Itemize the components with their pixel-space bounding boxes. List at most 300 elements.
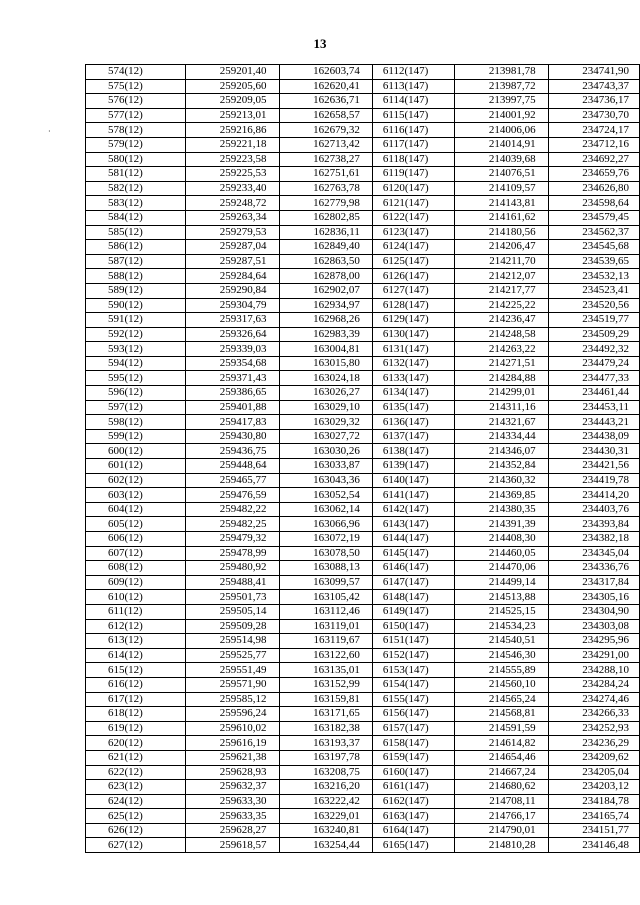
table-row [86, 575, 640, 590]
point-id-right-cell: 6154(147) [372, 677, 454, 692]
x-coord-left-cell: 259201,40 [186, 65, 279, 80]
point-id-left-cell: 583(12) [86, 196, 186, 211]
point-id-right-cell: 6114(147) [372, 94, 454, 109]
point-id-right-cell: 6122(147) [372, 210, 454, 225]
point-id-left-cell: 623(12) [86, 780, 186, 795]
point-id-right-cell: 6162(147) [372, 794, 454, 809]
table-row [86, 590, 640, 605]
y-coord-left-cell: 163216,20 [279, 780, 372, 795]
x-coord-right-cell: 214766,17 [455, 809, 548, 824]
y-coord-right-cell: 234492,32 [548, 342, 639, 357]
y-coord-right-cell: 234692,27 [548, 152, 639, 167]
point-id-left-cell: 586(12) [86, 240, 186, 255]
x-coord-left-cell: 259223,58 [186, 152, 279, 167]
x-coord-right-cell: 214680,62 [455, 780, 548, 795]
table-row [86, 619, 640, 634]
y-coord-right-cell: 234430,31 [548, 444, 639, 459]
point-id-right-cell: 6118(147) [372, 152, 454, 167]
y-coord-left-cell: 163197,78 [279, 750, 372, 765]
x-coord-right-cell: 214408,30 [455, 532, 548, 547]
table-row [86, 429, 640, 444]
y-coord-right-cell: 234461,44 [548, 386, 639, 401]
y-coord-right-cell: 234421,56 [548, 459, 639, 474]
y-coord-left-cell: 163052,54 [279, 488, 372, 503]
point-id-right-cell: 6131(147) [372, 342, 454, 357]
table-row [86, 532, 640, 547]
y-coord-right-cell: 234438,09 [548, 429, 639, 444]
point-id-right-cell: 6164(147) [372, 823, 454, 838]
x-coord-left-cell: 259339,03 [186, 342, 279, 357]
x-coord-left-cell: 259248,72 [186, 196, 279, 211]
y-coord-right-cell: 234741,90 [548, 65, 639, 80]
y-coord-right-cell: 234303,08 [548, 619, 639, 634]
point-id-left-cell: 619(12) [86, 721, 186, 736]
point-id-left-cell: 580(12) [86, 152, 186, 167]
table-row [86, 152, 640, 167]
point-id-left-cell: 585(12) [86, 225, 186, 240]
point-id-left-cell: 611(12) [86, 604, 186, 619]
x-coord-left-cell: 259354,68 [186, 356, 279, 371]
point-id-left-cell: 590(12) [86, 298, 186, 313]
table-row [86, 663, 640, 678]
point-id-right-cell: 6152(147) [372, 648, 454, 663]
y-coord-right-cell: 234291,00 [548, 648, 639, 663]
table-row [86, 386, 640, 401]
x-coord-left-cell: 259209,05 [186, 94, 279, 109]
x-coord-left-cell: 259480,92 [186, 561, 279, 576]
x-coord-right-cell: 214380,35 [455, 502, 548, 517]
point-id-left-cell: 581(12) [86, 167, 186, 182]
x-coord-left-cell: 259476,59 [186, 488, 279, 503]
x-coord-left-cell: 259213,01 [186, 108, 279, 123]
x-coord-left-cell: 259221,18 [186, 137, 279, 152]
y-coord-left-cell: 162636,71 [279, 94, 372, 109]
point-id-right-cell: 6151(147) [372, 634, 454, 649]
x-coord-left-cell: 259509,28 [186, 619, 279, 634]
x-coord-right-cell: 214790,01 [455, 823, 548, 838]
x-coord-right-cell: 214076,51 [455, 167, 548, 182]
x-coord-right-cell: 214654,46 [455, 750, 548, 765]
table-row [86, 707, 640, 722]
x-coord-right-cell: 214360,32 [455, 473, 548, 488]
x-coord-right-cell: 214334,44 [455, 429, 548, 444]
table-row [86, 415, 640, 430]
table-row [86, 196, 640, 211]
point-id-left-cell: 597(12) [86, 400, 186, 415]
point-id-left-cell: 612(12) [86, 619, 186, 634]
y-coord-right-cell: 234274,46 [548, 692, 639, 707]
table-row [86, 561, 640, 576]
x-coord-right-cell: 214346,07 [455, 444, 548, 459]
point-id-left-cell: 625(12) [86, 809, 186, 824]
y-coord-right-cell: 234736,17 [548, 94, 639, 109]
point-id-left-cell: 614(12) [86, 648, 186, 663]
y-coord-right-cell: 234284,24 [548, 677, 639, 692]
point-id-right-cell: 6127(147) [372, 283, 454, 298]
table-row [86, 298, 640, 313]
table-row [86, 634, 640, 649]
point-id-right-cell: 6136(147) [372, 415, 454, 430]
x-coord-left-cell: 259525,77 [186, 648, 279, 663]
point-id-left-cell: 577(12) [86, 108, 186, 123]
point-id-left-cell: 593(12) [86, 342, 186, 357]
point-id-left-cell: 595(12) [86, 371, 186, 386]
point-id-right-cell: 6142(147) [372, 502, 454, 517]
y-coord-right-cell: 234295,96 [548, 634, 639, 649]
x-coord-left-cell: 259279,53 [186, 225, 279, 240]
point-id-right-cell: 6158(147) [372, 736, 454, 751]
y-coord-right-cell: 234203,12 [548, 780, 639, 795]
point-id-right-cell: 6128(147) [372, 298, 454, 313]
table-row [86, 823, 640, 838]
point-id-left-cell: 605(12) [86, 517, 186, 532]
x-coord-left-cell: 259618,57 [186, 838, 279, 853]
point-id-right-cell: 6120(147) [372, 181, 454, 196]
y-coord-left-cell: 162836,11 [279, 225, 372, 240]
point-id-left-cell: 604(12) [86, 502, 186, 517]
y-coord-right-cell: 234659,76 [548, 167, 639, 182]
y-coord-right-cell: 234545,68 [548, 240, 639, 255]
x-coord-left-cell: 259263,34 [186, 210, 279, 225]
y-coord-left-cell: 163004,81 [279, 342, 372, 357]
y-coord-left-cell: 163027,72 [279, 429, 372, 444]
y-coord-left-cell: 162983,39 [279, 327, 372, 342]
point-id-left-cell: 582(12) [86, 181, 186, 196]
point-id-left-cell: 626(12) [86, 823, 186, 838]
y-coord-left-cell: 163043,36 [279, 473, 372, 488]
y-coord-left-cell: 163112,46 [279, 604, 372, 619]
y-coord-left-cell: 162863,50 [279, 254, 372, 269]
table-row [86, 488, 640, 503]
y-coord-left-cell: 163122,60 [279, 648, 372, 663]
table-row [86, 356, 640, 371]
x-coord-right-cell: 214369,85 [455, 488, 548, 503]
point-id-left-cell: 602(12) [86, 473, 186, 488]
y-coord-left-cell: 163171,65 [279, 707, 372, 722]
x-coord-right-cell: 214161,62 [455, 210, 548, 225]
y-coord-left-cell: 163015,80 [279, 356, 372, 371]
table-row [86, 313, 640, 328]
x-coord-left-cell: 259571,90 [186, 677, 279, 692]
y-coord-left-cell: 163240,81 [279, 823, 372, 838]
point-id-right-cell: 6150(147) [372, 619, 454, 634]
y-coord-right-cell: 234532,13 [548, 269, 639, 284]
table-row [86, 473, 640, 488]
point-id-left-cell: 598(12) [86, 415, 186, 430]
table-row [86, 137, 640, 152]
x-coord-right-cell: 214001,92 [455, 108, 548, 123]
x-coord-right-cell: 214321,67 [455, 415, 548, 430]
y-coord-left-cell: 163078,50 [279, 546, 372, 561]
y-coord-right-cell: 234236,29 [548, 736, 639, 751]
page-number: 13 [313, 36, 327, 51]
point-id-right-cell: 6125(147) [372, 254, 454, 269]
point-id-left-cell: 601(12) [86, 459, 186, 474]
y-coord-right-cell: 234509,29 [548, 327, 639, 342]
point-id-right-cell: 6153(147) [372, 663, 454, 678]
y-coord-left-cell: 163222,42 [279, 794, 372, 809]
table-row [86, 459, 640, 474]
table-row [86, 794, 640, 809]
point-id-right-cell: 6129(147) [372, 313, 454, 328]
y-coord-right-cell: 234345,04 [548, 546, 639, 561]
x-coord-right-cell: 214560,10 [455, 677, 548, 692]
table-row [86, 444, 640, 459]
point-id-right-cell: 6132(147) [372, 356, 454, 371]
y-coord-right-cell: 234146,48 [548, 838, 639, 853]
x-coord-right-cell: 214546,30 [455, 648, 548, 663]
x-coord-right-cell: 214271,51 [455, 356, 548, 371]
x-coord-left-cell: 259482,22 [186, 502, 279, 517]
table-row [86, 94, 640, 109]
x-coord-left-cell: 259596,24 [186, 707, 279, 722]
table-row [86, 502, 640, 517]
x-coord-left-cell: 259628,93 [186, 765, 279, 780]
y-coord-right-cell: 234730,70 [548, 108, 639, 123]
point-id-left-cell: 578(12) [86, 123, 186, 138]
y-coord-left-cell: 163062,14 [279, 502, 372, 517]
table-row [86, 123, 640, 138]
point-id-left-cell: 613(12) [86, 634, 186, 649]
table-row [86, 517, 640, 532]
point-id-right-cell: 6146(147) [372, 561, 454, 576]
x-coord-left-cell: 259216,86 [186, 123, 279, 138]
x-coord-left-cell: 259478,99 [186, 546, 279, 561]
y-coord-left-cell: 163033,87 [279, 459, 372, 474]
x-coord-left-cell: 259465,77 [186, 473, 279, 488]
x-coord-right-cell: 214591,59 [455, 721, 548, 736]
x-coord-right-cell: 214180,56 [455, 225, 548, 240]
point-id-right-cell: 6163(147) [372, 809, 454, 824]
point-id-left-cell: 588(12) [86, 269, 186, 284]
point-id-right-cell: 6143(147) [372, 517, 454, 532]
x-coord-left-cell: 259479,32 [186, 532, 279, 547]
y-coord-left-cell: 162738,27 [279, 152, 372, 167]
y-coord-right-cell: 234419,78 [548, 473, 639, 488]
point-id-right-cell: 6135(147) [372, 400, 454, 415]
x-coord-left-cell: 259633,30 [186, 794, 279, 809]
x-coord-left-cell: 259225,53 [186, 167, 279, 182]
point-id-right-cell: 6165(147) [372, 838, 454, 853]
y-coord-right-cell: 234443,21 [548, 415, 639, 430]
y-coord-right-cell: 234539,65 [548, 254, 639, 269]
point-id-left-cell: 607(12) [86, 546, 186, 561]
y-coord-left-cell: 162849,40 [279, 240, 372, 255]
x-coord-left-cell: 259290,84 [186, 283, 279, 298]
table-row [86, 371, 640, 386]
point-id-left-cell: 606(12) [86, 532, 186, 547]
x-coord-left-cell: 259233,40 [186, 181, 279, 196]
x-coord-right-cell: 214525,15 [455, 604, 548, 619]
point-id-left-cell: 616(12) [86, 677, 186, 692]
x-coord-right-cell: 214206,47 [455, 240, 548, 255]
table-row [86, 838, 640, 853]
table-row [86, 677, 640, 692]
point-id-left-cell: 608(12) [86, 561, 186, 576]
y-coord-left-cell: 163254,44 [279, 838, 372, 853]
y-coord-right-cell: 234519,77 [548, 313, 639, 328]
x-coord-left-cell: 259284,64 [186, 269, 279, 284]
y-coord-right-cell: 234520,56 [548, 298, 639, 313]
point-id-left-cell: 591(12) [86, 313, 186, 328]
y-coord-right-cell: 234453,11 [548, 400, 639, 415]
x-coord-left-cell: 259610,02 [186, 721, 279, 736]
point-id-left-cell: 594(12) [86, 356, 186, 371]
x-coord-right-cell: 214499,14 [455, 575, 548, 590]
y-coord-left-cell: 162802,85 [279, 210, 372, 225]
point-id-left-cell: 589(12) [86, 283, 186, 298]
y-coord-right-cell: 234414,20 [548, 488, 639, 503]
y-coord-left-cell: 162763,78 [279, 181, 372, 196]
y-coord-right-cell: 234477,33 [548, 371, 639, 386]
table-row [86, 210, 640, 225]
y-coord-left-cell: 162779,98 [279, 196, 372, 211]
table-row [86, 65, 640, 80]
table-row [86, 79, 640, 94]
x-coord-right-cell: 214236,47 [455, 313, 548, 328]
y-coord-left-cell: 162934,97 [279, 298, 372, 313]
table-row [86, 327, 640, 342]
y-coord-left-cell: 162713,42 [279, 137, 372, 152]
point-id-left-cell: 624(12) [86, 794, 186, 809]
point-id-left-cell: 609(12) [86, 575, 186, 590]
point-id-left-cell: 592(12) [86, 327, 186, 342]
table-row [86, 780, 640, 795]
y-coord-right-cell: 234579,45 [548, 210, 639, 225]
x-coord-left-cell: 259585,12 [186, 692, 279, 707]
point-id-right-cell: 6149(147) [372, 604, 454, 619]
y-coord-left-cell: 163099,57 [279, 575, 372, 590]
y-coord-left-cell: 163030,26 [279, 444, 372, 459]
x-coord-left-cell: 259551,49 [186, 663, 279, 678]
point-id-right-cell: 6139(147) [372, 459, 454, 474]
y-coord-right-cell: 234336,76 [548, 561, 639, 576]
x-coord-left-cell: 259616,19 [186, 736, 279, 751]
y-coord-right-cell: 234165,74 [548, 809, 639, 824]
x-coord-left-cell: 259317,63 [186, 313, 279, 328]
y-coord-right-cell: 234151,77 [548, 823, 639, 838]
point-id-left-cell: 600(12) [86, 444, 186, 459]
point-id-right-cell: 6115(147) [372, 108, 454, 123]
y-coord-left-cell: 163229,01 [279, 809, 372, 824]
x-coord-right-cell: 213987,72 [455, 79, 548, 94]
y-coord-right-cell: 234393,84 [548, 517, 639, 532]
x-coord-left-cell: 259401,88 [186, 400, 279, 415]
point-id-left-cell: 596(12) [86, 386, 186, 401]
y-coord-right-cell: 234626,80 [548, 181, 639, 196]
coordinates-table-body [86, 65, 640, 853]
y-coord-right-cell: 234304,90 [548, 604, 639, 619]
point-id-left-cell: 620(12) [86, 736, 186, 751]
x-coord-right-cell: 214470,06 [455, 561, 548, 576]
x-coord-left-cell: 259632,37 [186, 780, 279, 795]
table-row [86, 181, 640, 196]
point-id-right-cell: 6155(147) [372, 692, 454, 707]
y-coord-left-cell: 163026,27 [279, 386, 372, 401]
y-coord-left-cell: 162878,00 [279, 269, 372, 284]
table-row [86, 269, 640, 284]
y-coord-left-cell: 163029,10 [279, 400, 372, 415]
coordinates-table [85, 64, 640, 853]
y-coord-left-cell: 163119,67 [279, 634, 372, 649]
y-coord-left-cell: 163208,75 [279, 765, 372, 780]
y-coord-right-cell: 234252,93 [548, 721, 639, 736]
y-coord-left-cell: 163072,19 [279, 532, 372, 547]
point-id-right-cell: 6119(147) [372, 167, 454, 182]
x-coord-right-cell: 214810,28 [455, 838, 548, 853]
point-id-right-cell: 6116(147) [372, 123, 454, 138]
point-id-right-cell: 6144(147) [372, 532, 454, 547]
x-coord-left-cell: 259205,60 [186, 79, 279, 94]
x-coord-right-cell: 214311,16 [455, 400, 548, 415]
point-id-left-cell: 618(12) [86, 707, 186, 722]
point-id-left-cell: 579(12) [86, 137, 186, 152]
point-id-right-cell: 6112(147) [372, 65, 454, 80]
x-coord-left-cell: 259482,25 [186, 517, 279, 532]
y-coord-right-cell: 234382,18 [548, 532, 639, 547]
x-coord-left-cell: 259304,79 [186, 298, 279, 313]
y-coord-left-cell: 163159,81 [279, 692, 372, 707]
point-id-left-cell: 621(12) [86, 750, 186, 765]
x-coord-left-cell: 259371,43 [186, 371, 279, 386]
x-coord-right-cell: 214667,24 [455, 765, 548, 780]
y-coord-left-cell: 163024,18 [279, 371, 372, 386]
point-id-right-cell: 6126(147) [372, 269, 454, 284]
point-id-left-cell: 615(12) [86, 663, 186, 678]
table-row [86, 400, 640, 415]
y-coord-left-cell: 162679,32 [279, 123, 372, 138]
point-id-right-cell: 6134(147) [372, 386, 454, 401]
x-coord-left-cell: 259287,04 [186, 240, 279, 255]
x-coord-right-cell: 214534,23 [455, 619, 548, 634]
x-coord-left-cell: 259633,35 [186, 809, 279, 824]
x-coord-right-cell: 214212,07 [455, 269, 548, 284]
table-row [86, 546, 640, 561]
point-id-right-cell: 6117(147) [372, 137, 454, 152]
point-id-right-cell: 6138(147) [372, 444, 454, 459]
point-id-right-cell: 6133(147) [372, 371, 454, 386]
x-coord-right-cell: 214391,39 [455, 517, 548, 532]
point-id-right-cell: 6113(147) [372, 79, 454, 94]
table-row [86, 648, 640, 663]
x-coord-left-cell: 259417,83 [186, 415, 279, 430]
table-row [86, 225, 640, 240]
y-coord-left-cell: 163193,37 [279, 736, 372, 751]
y-coord-right-cell: 234205,04 [548, 765, 639, 780]
point-id-left-cell: 575(12) [86, 79, 186, 94]
y-coord-right-cell: 234266,33 [548, 707, 639, 722]
x-coord-right-cell: 214014,91 [455, 137, 548, 152]
x-coord-right-cell: 214225,22 [455, 298, 548, 313]
point-id-right-cell: 6124(147) [372, 240, 454, 255]
point-id-left-cell: 610(12) [86, 590, 186, 605]
x-coord-left-cell: 259430,80 [186, 429, 279, 444]
y-coord-left-cell: 162658,57 [279, 108, 372, 123]
x-coord-right-cell: 214352,84 [455, 459, 548, 474]
y-coord-right-cell: 234209,62 [548, 750, 639, 765]
x-coord-right-cell: 214263,22 [455, 342, 548, 357]
x-coord-right-cell: 214006,06 [455, 123, 548, 138]
y-coord-right-cell: 234712,16 [548, 137, 639, 152]
table-row [86, 809, 640, 824]
y-coord-right-cell: 234479,24 [548, 356, 639, 371]
point-id-left-cell: 617(12) [86, 692, 186, 707]
y-coord-right-cell: 234184,78 [548, 794, 639, 809]
y-coord-left-cell: 163152,99 [279, 677, 372, 692]
x-coord-left-cell: 259448,64 [186, 459, 279, 474]
point-id-right-cell: 6157(147) [372, 721, 454, 736]
x-coord-right-cell: 214540,51 [455, 634, 548, 649]
